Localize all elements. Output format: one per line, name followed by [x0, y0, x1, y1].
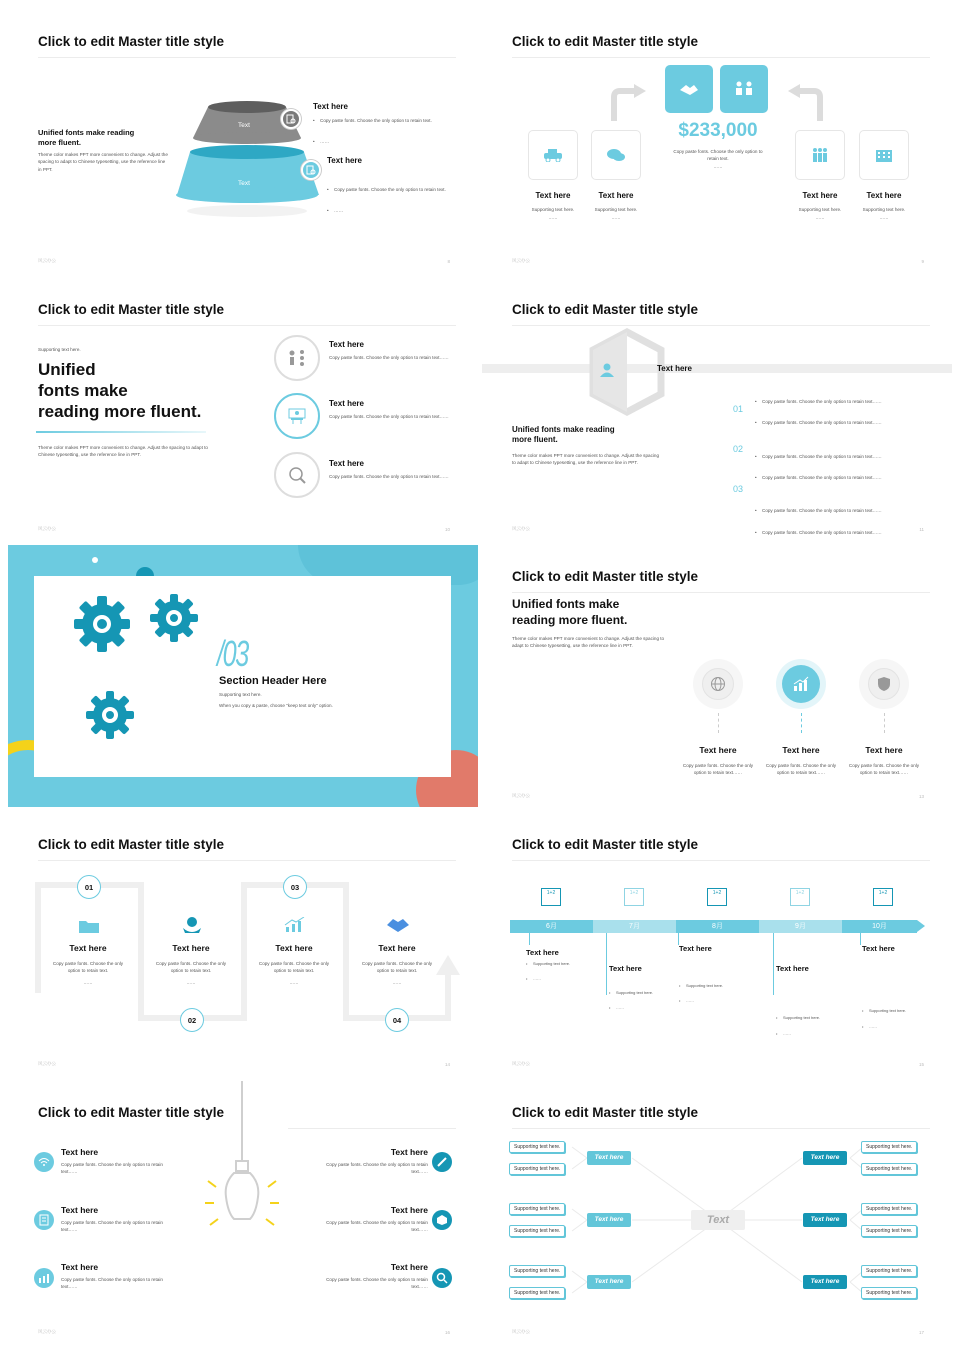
gears-icon	[68, 590, 218, 745]
item-title: Text here	[69, 943, 107, 953]
item-bullet: • ……	[526, 976, 952, 982]
leaf-node: Supporting text here.	[861, 1203, 917, 1215]
footer: 风云办公	[38, 1329, 56, 1334]
item-title: Text here	[390, 1205, 428, 1215]
item-dots: ……	[879, 215, 889, 220]
title-divider	[512, 57, 930, 58]
org-chart-icon	[274, 335, 320, 381]
item-desc: Copy paste fonts. Choose the only option to retain text……	[329, 474, 449, 479]
arrow-up-right-icon	[610, 83, 650, 123]
icon-ring	[693, 659, 743, 709]
layer-label-1: Text	[238, 122, 250, 129]
step-number: 02	[180, 1008, 204, 1032]
layer-label-2: Text	[238, 180, 250, 187]
item-dots: ……	[186, 980, 196, 985]
item-title: Text here	[329, 399, 364, 408]
slide-9[interactable]	[482, 10, 952, 274]
layered-pyramid	[168, 92, 328, 222]
page-number: 10	[444, 527, 450, 532]
item-title: Text here	[862, 944, 895, 953]
branch-node: Text here	[587, 1275, 631, 1289]
zigzag-path	[8, 873, 478, 1033]
item-desc: Copy paste fonts. Choose the only option to retain text……	[682, 763, 754, 776]
title-divider	[38, 57, 456, 58]
item-sub: Supporting text here.	[531, 207, 575, 212]
team-icon	[720, 65, 768, 113]
item-desc: Copy paste fonts. Choose the only option to retain text……	[326, 1162, 428, 1175]
item-bullet: • ……	[609, 1005, 952, 1011]
item-bullet: • ……	[679, 998, 952, 1004]
title-divider	[288, 1128, 456, 1129]
item-bullet: • Supporting text here.	[776, 1015, 952, 1021]
leaf-node: Supporting text here.	[861, 1141, 917, 1153]
icon-ring	[776, 659, 826, 709]
title-divider	[512, 325, 930, 326]
item-dots: ……	[611, 215, 621, 220]
slide-title: Click to edit Master title style	[38, 34, 225, 49]
hex-label: Text here	[657, 364, 692, 373]
item-title: Text here	[679, 944, 712, 953]
calendar-icon	[707, 888, 727, 906]
slide-title: Click to edit Master title style	[512, 837, 699, 852]
amount-desc: Copy paste fonts. Choose the only option to retain text.	[673, 149, 763, 162]
item-desc: Copy paste fonts. Choose the only option to retain text……	[326, 1220, 428, 1233]
wifi-icon	[34, 1152, 54, 1172]
row-bullet: • Copy paste fonts. Choose the only option to retain text……	[755, 507, 952, 514]
amount-dots: ……	[713, 164, 723, 169]
connector	[801, 713, 802, 733]
slide-title: Click to edit Master title style	[512, 1105, 699, 1120]
heading: Unified fonts make reading more fluent.	[38, 128, 135, 147]
page-number: 17	[918, 1330, 924, 1335]
leaf-node: Supporting text here.	[509, 1225, 565, 1237]
footer: 风云办公	[512, 258, 530, 263]
bar-chart-icon	[34, 1268, 54, 1288]
heading: Unified fonts make reading more fluent.	[512, 425, 615, 445]
globe-icon	[702, 668, 734, 700]
item-bullet: • Supporting text here.	[526, 961, 952, 967]
slide-title: Click to edit Master title style	[512, 34, 699, 49]
row-bullet: • Copy paste fonts. Choose the only option to retain text……	[755, 474, 952, 481]
page-number: 14	[444, 1062, 450, 1067]
money-hand-icon	[181, 916, 203, 939]
title-divider	[512, 860, 930, 861]
step-number: 04	[385, 1008, 409, 1032]
item-bullet: • ……	[313, 138, 478, 145]
shield-icon	[868, 668, 900, 700]
decor-dot	[92, 557, 98, 563]
calendar-icon	[624, 888, 644, 906]
item-sub: Supporting text here.	[798, 207, 842, 212]
row-number: 02	[733, 444, 744, 454]
step-number: 03	[283, 875, 307, 899]
footer: 风云办公	[512, 793, 530, 798]
footer: 风云办公	[38, 526, 56, 531]
handshake-icon	[665, 65, 713, 113]
slide-10[interactable]	[8, 278, 478, 542]
item-title: Text here	[390, 1147, 428, 1157]
item-bullet: • Copy paste fonts. Choose the only option to retain text.	[327, 186, 447, 193]
description: Theme color makes PPT more convenient to change. Adjust the spacing to adapt to Chinese typesetting, use the reference line in PPT.	[38, 445, 208, 458]
branch-node: Text here	[587, 1151, 631, 1165]
row-number: 03	[733, 484, 744, 494]
description: Theme color makes PPT more convenient to change. Adjust the spacing to adapt to Chinese typesetting, use the reference line in PPT.	[512, 453, 659, 466]
branch-node: Text here	[587, 1213, 631, 1227]
item-dots: ……	[548, 215, 558, 220]
handshake-icon	[386, 917, 410, 938]
slide-11[interactable]	[482, 278, 952, 542]
search-money-icon	[274, 452, 320, 498]
item-title: Text here	[866, 191, 902, 200]
accent-line	[36, 431, 206, 433]
search-icon	[432, 1268, 452, 1288]
item-title: Text here	[782, 745, 820, 755]
item-title: Text here	[390, 1262, 428, 1272]
item-title: Text here	[313, 102, 348, 111]
leaf-node: Supporting text here.	[509, 1203, 565, 1215]
footer: 风云办公	[512, 526, 530, 531]
item-desc: Copy paste fonts. Choose the only option to retain text……	[61, 1220, 163, 1233]
big-heading-line1: Unified	[38, 360, 96, 379]
footer: 风云办公	[512, 1061, 530, 1066]
leaf-node: Supporting text here.	[509, 1163, 565, 1175]
title-divider	[512, 592, 930, 593]
pen-icon	[432, 1152, 452, 1172]
item-bullet: • Supporting text here.	[679, 983, 952, 989]
gray-band	[482, 364, 952, 373]
slide-15[interactable]	[482, 813, 952, 1077]
slide-title: Click to edit Master title style	[38, 302, 225, 317]
step-number: 01	[77, 875, 101, 899]
row-bullet: • Copy paste fonts. Choose the only option to retain text……	[755, 453, 952, 460]
growth-chart-icon	[284, 917, 306, 938]
item-bullet: • ……	[862, 1024, 952, 1030]
item-title: Text here	[61, 1205, 99, 1215]
item-title: Text here	[802, 191, 838, 200]
big-heading-line2: fonts make	[38, 381, 128, 400]
slide-section-header[interactable]	[8, 545, 478, 807]
month-segment: 8月	[676, 920, 759, 933]
item-desc: Copy paste fonts. Choose the only option to retain text……	[326, 1277, 428, 1290]
section-header: Section Header Here	[219, 675, 327, 687]
row-bullet: • Copy paste fonts. Choose the only option to retain text……	[755, 529, 952, 536]
description: Theme color makes PPT more convenient to change. Adjust the spacing to adapt to Chinese typesetting, use the reference line in PPT.	[38, 152, 168, 172]
people-icon	[795, 130, 845, 180]
item-bullet: • ……	[327, 207, 478, 214]
marker	[860, 933, 861, 945]
row-number: 01	[733, 404, 744, 414]
chat-icon	[591, 130, 641, 180]
month-segment: 10月	[842, 920, 917, 933]
row-bullet: • Copy paste fonts. Choose the only option to retain text……	[755, 419, 952, 426]
connector	[718, 713, 719, 733]
item-title: Text here	[598, 191, 634, 200]
item-title: Text here	[329, 459, 364, 468]
page-number: 15	[918, 1062, 924, 1067]
page-number: 13	[918, 794, 924, 799]
item-bullet: • Copy paste fonts. Choose the only option to retain text.	[313, 117, 443, 124]
search-doc-icon	[301, 160, 321, 180]
page-number: 8	[447, 259, 450, 264]
item-desc: Copy paste fonts. Choose the only option to retain text.	[52, 961, 124, 974]
month-segment: 6月	[510, 920, 593, 933]
item-bullet: • Supporting text here.	[862, 1008, 952, 1014]
item-desc: Copy paste fonts. Choose the only option to retain text……	[848, 763, 920, 776]
calendar-text: 1+2	[795, 890, 805, 896]
supporting-text: Supporting text here.	[219, 692, 262, 697]
heading: Unified fonts make reading more fluent.	[512, 597, 628, 628]
item-title: Text here	[776, 964, 809, 973]
leaf-node: Supporting text here.	[509, 1287, 565, 1299]
item-title: Text here	[609, 964, 642, 973]
slide-17[interactable]	[482, 1081, 952, 1345]
slide-8[interactable]	[8, 10, 478, 274]
page-number: 16	[444, 1330, 450, 1335]
description: When you copy & paste, choose "keep text only" option.	[219, 703, 333, 708]
leaf-node: Supporting text here.	[509, 1265, 565, 1277]
calendar-icon	[790, 888, 810, 906]
arrow-up-left-icon	[784, 83, 824, 123]
item-dots: ……	[289, 980, 299, 985]
box-icon	[432, 1210, 452, 1230]
section-number: /03	[217, 633, 248, 674]
calendar-text: 1+2	[629, 890, 639, 896]
item-desc: Copy paste fonts. Choose the only option to retain text……	[765, 763, 837, 776]
item-title: Text here	[526, 948, 559, 957]
item-title: Text here	[275, 943, 313, 953]
folder-icon	[78, 918, 100, 939]
title-divider	[38, 325, 456, 326]
calendar-icon	[541, 888, 561, 906]
footer: 风云办公	[512, 1329, 530, 1334]
item-title: Text here	[699, 745, 737, 755]
item-desc: Copy paste fonts. Choose the only option to retain text.	[155, 961, 227, 974]
presenter-icon	[274, 393, 320, 439]
title-divider	[38, 860, 456, 861]
footer: 风云办公	[38, 258, 56, 263]
growth-chart-icon	[782, 665, 820, 703]
item-title: Text here	[329, 340, 364, 349]
item-bullet: • Supporting text here.	[609, 990, 952, 996]
branch-node: Text here	[803, 1213, 847, 1227]
item-bullet: • ……	[776, 1031, 952, 1037]
item-desc: Copy paste fonts. Choose the only option to retain text……	[329, 355, 449, 360]
building-icon	[859, 130, 909, 180]
document-icon	[34, 1210, 54, 1230]
item-desc: Copy paste fonts. Choose the only option to retain text……	[61, 1162, 163, 1175]
item-desc: Copy paste fonts. Choose the only option to retain text……	[329, 414, 449, 419]
item-title: Text here	[327, 156, 362, 165]
item-desc: Copy paste fonts. Choose the only option to retain text.	[361, 961, 433, 974]
item-title: Text here	[61, 1147, 99, 1157]
item-sub: Supporting text here.	[862, 207, 906, 212]
footer: 风云办公	[38, 1061, 56, 1066]
supporting-text: Supporting text here.	[38, 347, 81, 352]
branch-node: Text here	[803, 1275, 847, 1289]
search-doc-icon	[281, 109, 301, 129]
page-number: 9	[921, 259, 924, 264]
slide-title: Click to edit Master title style	[38, 1105, 225, 1120]
connector	[884, 713, 885, 733]
item-title: Text here	[535, 191, 571, 200]
calendar-text: 1+2	[712, 890, 722, 896]
item-dots: ……	[83, 980, 93, 985]
slide-title: Click to edit Master title style	[512, 302, 699, 317]
calendar-text: 1+2	[878, 890, 888, 896]
leaf-node: Supporting text here.	[861, 1287, 917, 1299]
slide-title: Click to edit Master title style	[38, 837, 225, 852]
leaf-node: Supporting text here.	[861, 1225, 917, 1237]
car-icon	[528, 130, 578, 180]
amount-value: $233,000	[678, 120, 758, 141]
item-dots: ……	[815, 215, 825, 220]
page-number: 11	[919, 527, 924, 532]
slide-title: Click to edit Master title style	[512, 569, 699, 584]
item-desc: Copy paste fonts. Choose the only option to retain text.	[258, 961, 330, 974]
calendar-text: 1+2	[546, 890, 556, 896]
row-bullet: • Copy paste fonts. Choose the only option to retain text……	[755, 398, 952, 405]
item-title: Text here	[172, 943, 210, 953]
item-title: Text here	[378, 943, 416, 953]
leaf-node: Supporting text here.	[861, 1265, 917, 1277]
icon-ring	[859, 659, 909, 709]
slide-14[interactable]	[8, 813, 478, 1077]
marker	[529, 933, 530, 945]
item-title: Text here	[61, 1262, 99, 1272]
description: Theme color makes PPT more convenient to change. Adjust the spacing to adapt to Chinese typesetting, use the reference line in PPT.	[512, 636, 665, 649]
user-icon	[599, 362, 615, 378]
item-dots: ……	[392, 980, 402, 985]
slide-16[interactable]	[8, 1081, 478, 1345]
item-title: Text here	[865, 745, 903, 755]
leaf-node: Supporting text here.	[509, 1141, 565, 1153]
big-heading-line3: reading more fluent.	[38, 402, 202, 421]
month-segment: 9月	[759, 920, 842, 933]
branch-node: Text here	[803, 1151, 847, 1165]
leaf-node: Supporting text here.	[861, 1163, 917, 1175]
timeline-arrow	[917, 920, 925, 932]
item-sub: Supporting text here.	[594, 207, 638, 212]
slide-13[interactable]	[482, 545, 952, 809]
lightbulb-icon	[204, 1081, 280, 1241]
item-desc: Copy paste fonts. Choose the only option to retain text……	[61, 1277, 163, 1290]
month-segment: 7月	[593, 920, 676, 933]
calendar-icon	[873, 888, 893, 906]
center-node: Text	[691, 1210, 745, 1230]
